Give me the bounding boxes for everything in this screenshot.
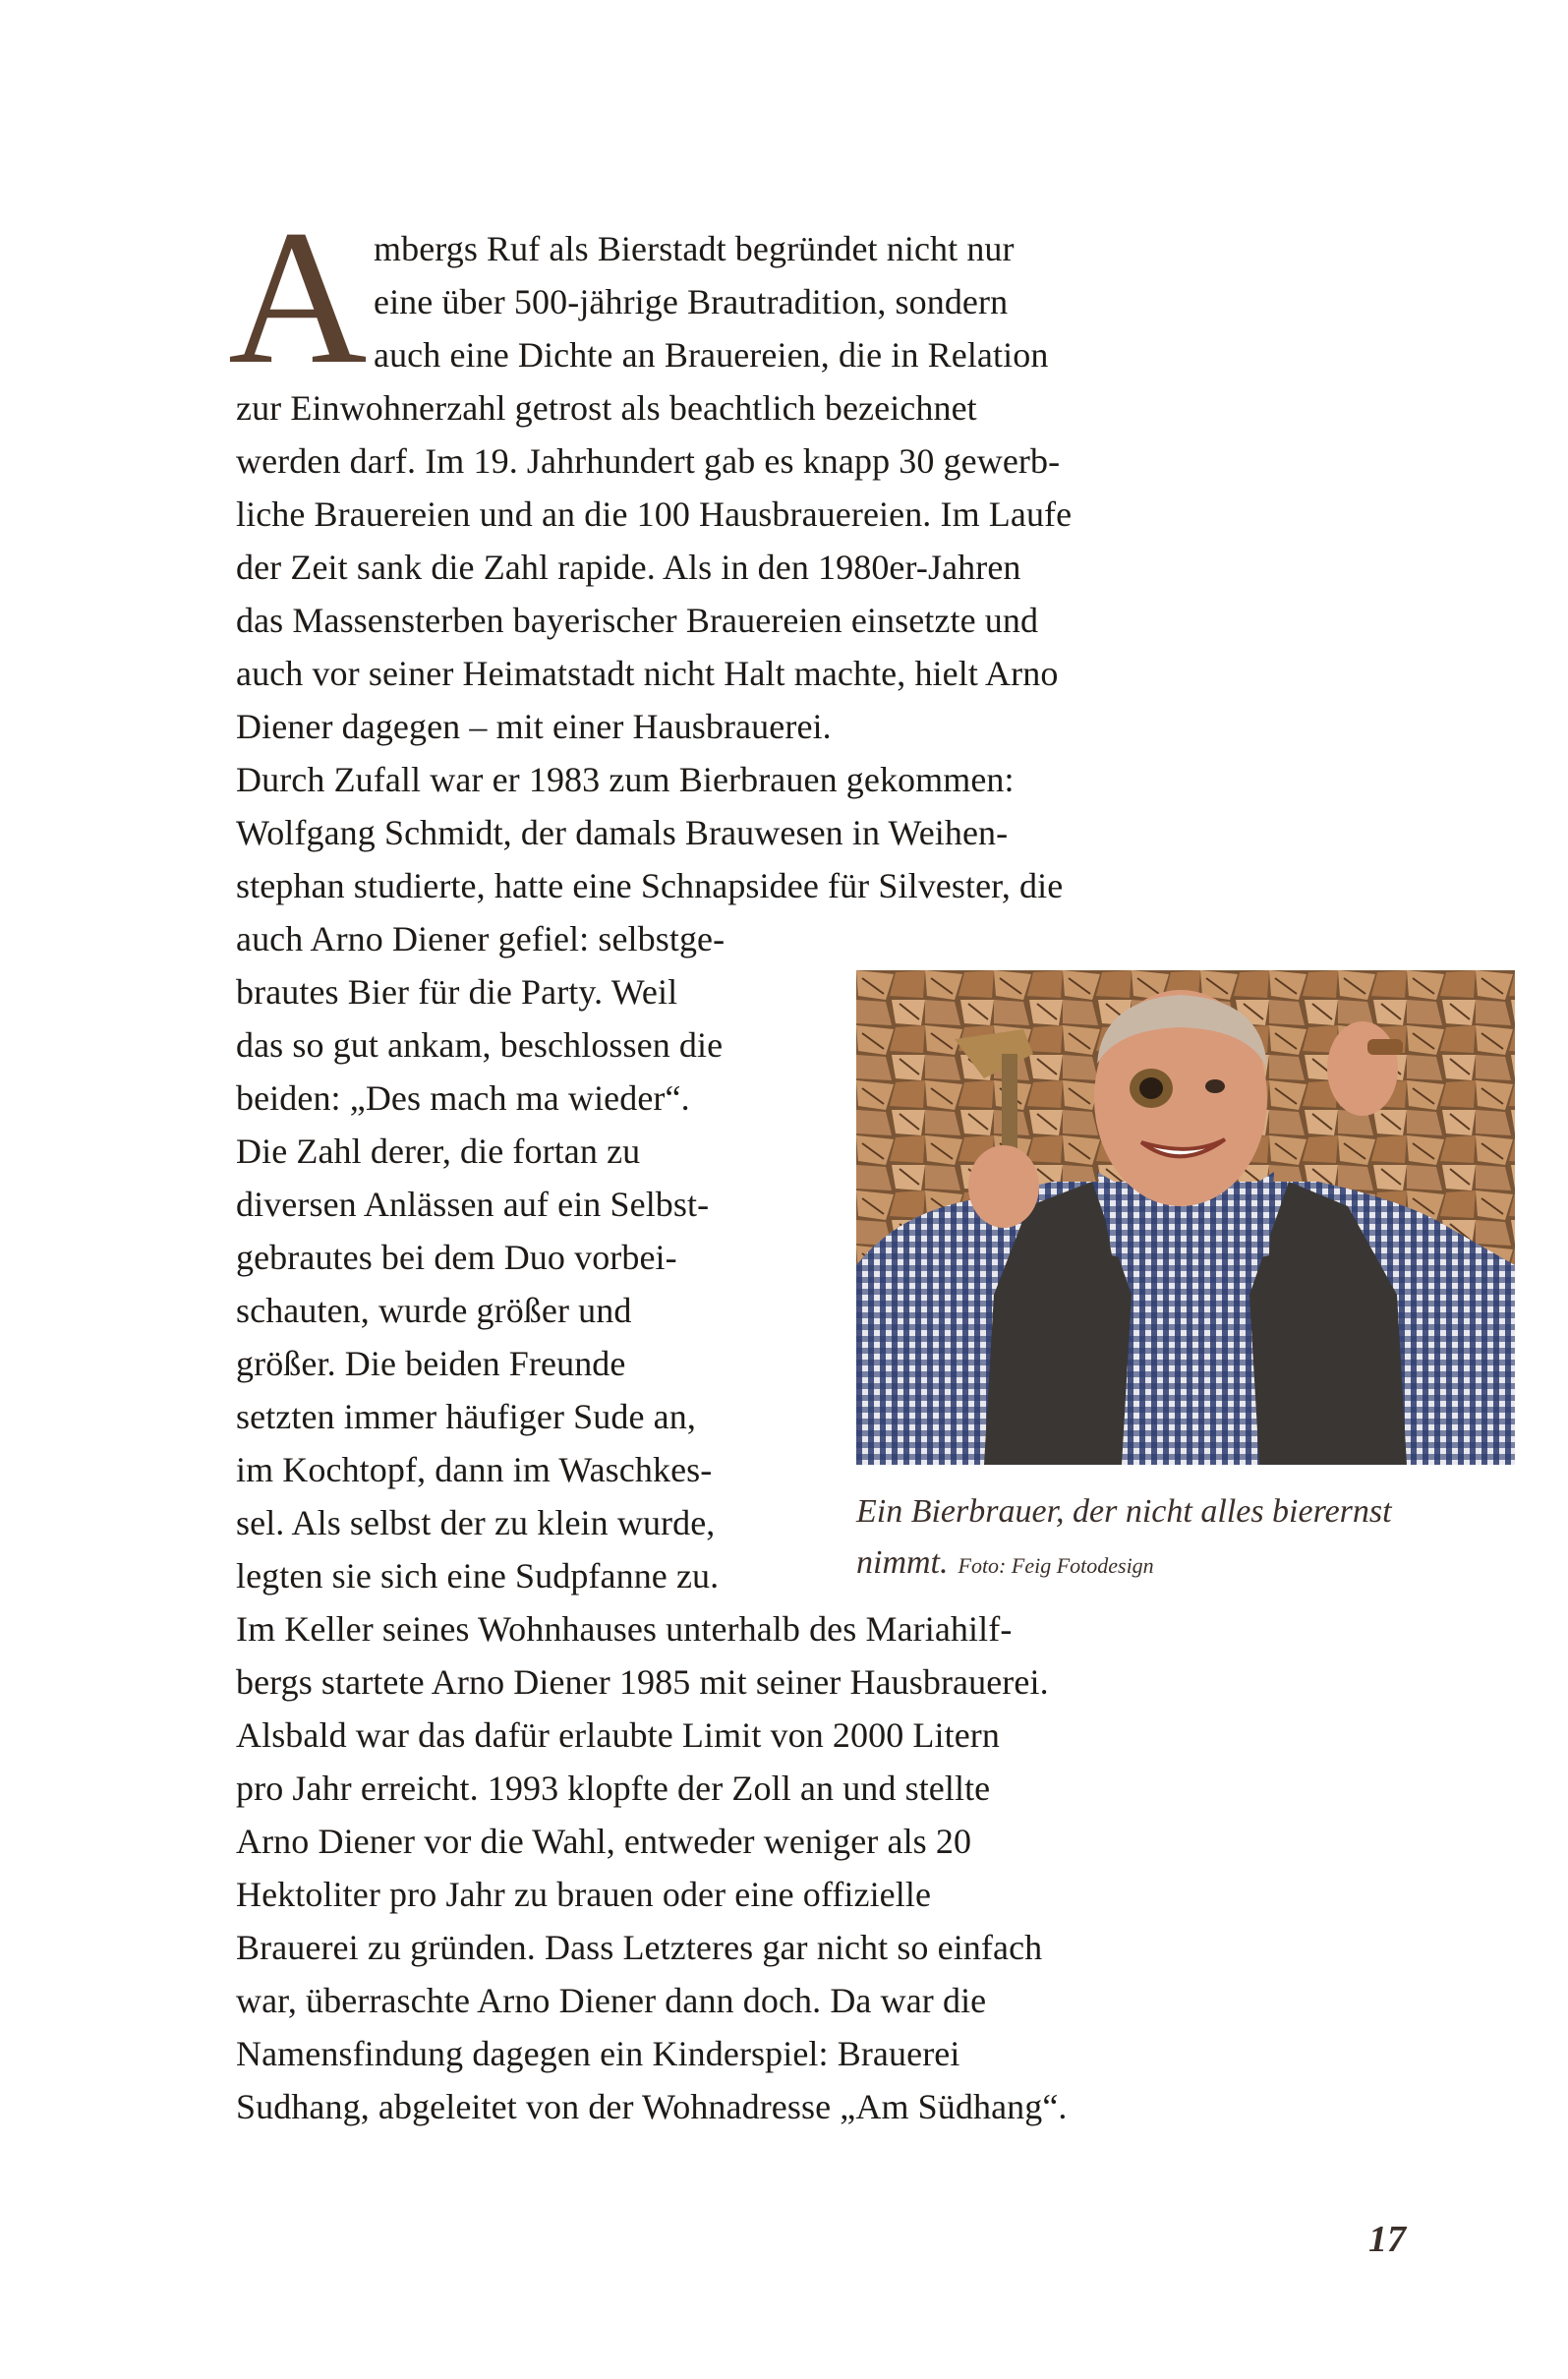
body-line: eine über 500-jährige Brautradition, sondern bbox=[374, 282, 1009, 321]
body-line: gebrautes bei dem Duo vorbei- bbox=[236, 1238, 677, 1277]
body-line: mbergs Ruf als Bierstadt begründet nicht nur bbox=[374, 229, 1015, 268]
body-line: auch vor seiner Heimatstadt nicht Halt machte, hielt Arno bbox=[236, 654, 1059, 693]
body-line: Die Zahl derer, die fortan zu bbox=[236, 1131, 641, 1171]
body-line: größer. Die beiden Freunde bbox=[236, 1344, 626, 1383]
body-line: liche Brauereien und an die 100 Hausbrauereien. Im Laufe bbox=[236, 494, 1073, 534]
body-line: sel. Als selbst der zu klein wurde, bbox=[236, 1503, 716, 1542]
body-line: stephan studierte, hatte eine Schnapsidee für Silvester, die bbox=[236, 866, 1064, 905]
body-line: legten sie sich eine Sudpfanne zu. bbox=[236, 1556, 720, 1596]
photo-caption: Ein Bierbrauer, der nicht alles bierernst bbox=[856, 1493, 1392, 1530]
body-line: werden darf. Im 19. Jahrhundert gab es knapp 30 gewerb- bbox=[236, 441, 1061, 481]
brewer-photo-illustration bbox=[856, 970, 1515, 1465]
body-line: war, überraschte Arno Diener dann doch. Da war die bbox=[236, 1981, 987, 2020]
body-line: Wolfgang Schmidt, der damals Brauwesen in Weihen- bbox=[236, 813, 1009, 852]
body-line: brautes Bier für die Party. Weil bbox=[236, 972, 678, 1012]
photo-caption-end: nimmt. bbox=[856, 1544, 949, 1581]
photo-caption-line2 bbox=[856, 1538, 1154, 1589]
body-line: pro Jahr erreicht. 1993 klopfte der Zoll an und stellte bbox=[236, 1769, 991, 1808]
page-number: 17 bbox=[1368, 2219, 1406, 2260]
body-line: der Zeit sank die Zahl rapide. Als in den 1980er-Jahren bbox=[236, 548, 1021, 587]
body-line: Diener dagegen – mit einer Hausbrauerei. bbox=[236, 707, 832, 746]
body-line: bergs startete Arno Diener 1985 mit seiner Hausbrauerei. bbox=[236, 1662, 1049, 1702]
body-line: im Kochtopf, dann im Waschkes- bbox=[236, 1450, 713, 1489]
body-line: Brauerei zu gründen. Dass Letzteres gar nicht so einfach bbox=[236, 1928, 1043, 1967]
photo-credit: Foto: Feig Fotodesign bbox=[958, 1553, 1154, 1578]
body-line: auch eine Dichte an Brauereien, die in Relation bbox=[374, 335, 1049, 375]
brewer-photo bbox=[856, 970, 1515, 1465]
body-line: Durch Zufall war er 1983 zum Bierbrauen gekommen: bbox=[236, 760, 1015, 799]
body-line: setzten immer häufiger Sude an, bbox=[236, 1397, 696, 1436]
body-line: Alsbald war das dafür erlaubte Limit von 2000 Litern bbox=[236, 1715, 1000, 1755]
body-line: zur Einwohnerzahl getrost als beachtlich bezeichnet bbox=[236, 388, 977, 428]
body-line: das Massensterben bayerischer Brauereien einsetzte und bbox=[236, 601, 1039, 640]
body-line: Arno Diener vor die Wahl, entweder weniger als 20 bbox=[236, 1822, 972, 1861]
body-line: auch Arno Diener gefiel: selbstge- bbox=[236, 919, 726, 958]
body-line: Sudhang, abgeleitet von der Wohnadresse „Am Südhang“. bbox=[236, 2087, 1068, 2126]
body-line: Hektoliter pro Jahr zu brauen oder eine offizielle bbox=[236, 1875, 932, 1914]
body-line: diversen Anlässen auf ein Selbst- bbox=[236, 1185, 710, 1224]
body-line: schauten, wurde größer und bbox=[236, 1291, 632, 1330]
body-line: das so gut ankam, beschlossen die bbox=[236, 1025, 724, 1065]
body-line: beiden: „Des mach ma wieder“. bbox=[236, 1078, 690, 1118]
drop-cap: A bbox=[228, 191, 368, 404]
body-line: Im Keller seines Wohnhauses unterhalb des Mariahilf- bbox=[236, 1609, 1013, 1649]
body-line: Namensfindung dagegen ein Kinderspiel: Brauerei bbox=[236, 2034, 960, 2073]
